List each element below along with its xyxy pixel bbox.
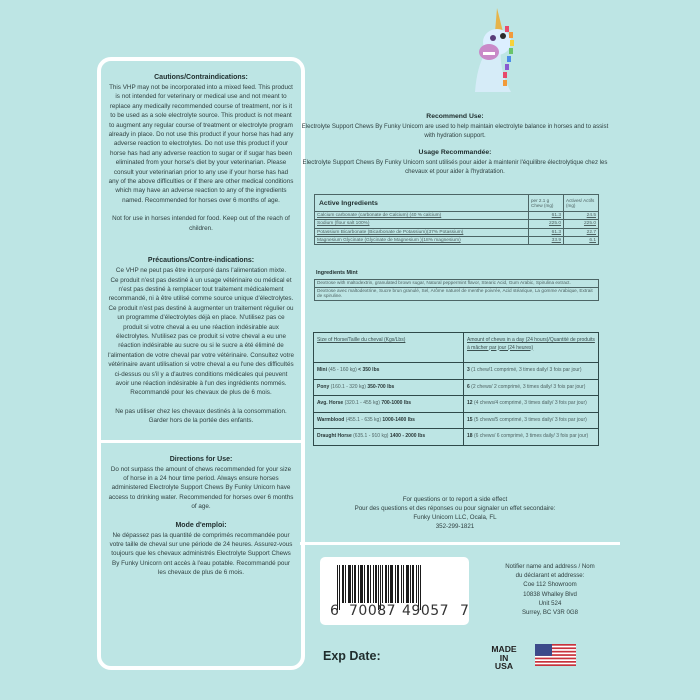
horse-size-kg: (455.1 - 635 kg) — [345, 416, 382, 423]
per-chew-value: 225.0 — [529, 220, 564, 228]
exp-date-label: Exp Date: — [323, 649, 381, 663]
active-ingredients-header: Active Ingredients — [315, 195, 529, 212]
directions-body-en: Do not surpass the amount of chews recommended for your size of horse in a 24 hour time period. Always ensure horses administered Electrolyte Support Chews By Funky Unicorn have access to drinking water. Recommended for horses over 6 months of age. — [108, 465, 294, 511]
per-chew-header: per 2.1 g Chew (mg) — [529, 195, 564, 212]
chew-detail: (5 chews/5 comprimé, 3 times daily/ 3 fois par jour) — [473, 416, 587, 423]
ingredient-name: Magnesium Glycinate (Glycinate de Magnesium )(18% magnesium) — [315, 236, 529, 244]
notifier-line: Unit 524 — [538, 599, 562, 607]
horse-size-lbs: 1400 - 2000 lbs — [389, 433, 426, 439]
ingredients-en: Dextrose with maltodextrin, granulated brown sugar, Natural peppermint flavor, Stearic Acid, Gum Arabic, Spirulina extract. — [315, 280, 599, 288]
table-row — [315, 212, 599, 220]
chew-count: 12 — [467, 400, 473, 406]
horse-size-lbs: < 350 lbs — [358, 367, 380, 373]
barcode-group-right: 49057 — [402, 603, 450, 619]
us-flag-icon — [535, 644, 576, 666]
recommend-heading-en: Recommend Use: — [426, 113, 484, 120]
food-warning-en: Not for use in horses intended for food. Keep out of the reach of children. — [112, 215, 290, 232]
recommend-body-en: Electrolyte Support Chews By Funky Unicorn are used to help maintain electrolyte balance in horses and to assist with hydration support. — [301, 123, 609, 139]
horse-size-name: Warmblood — [317, 416, 345, 423]
amount-column-header: Amount of chews in a day (24 hours)/Quantité de produits à mâcher par jour (24 heures) — [464, 333, 599, 363]
per-chew-value: 61.3 — [529, 212, 564, 220]
chew-detail: (1 chew/1 comprimé, 3 times daily/ 3 fois par jour) — [471, 367, 582, 373]
horse-size-kg: (160.1 - 320 kg) — [330, 383, 366, 390]
unicorn-mascot-icon — [455, 4, 535, 92]
cautions-heading-fr: Précautions/Contre-indications: — [147, 257, 255, 265]
ingredients-mint-table — [314, 279, 599, 301]
panel-divider — [101, 440, 301, 443]
made-in-usa-label — [486, 645, 522, 671]
per-chew-value: 61.3 — [529, 228, 564, 236]
made-line: IN — [499, 652, 509, 663]
horse-size-name: Avg. Horse — [317, 400, 344, 406]
table-row — [315, 220, 599, 228]
active-ingredients-table — [314, 194, 599, 245]
per-chew-value: 33.9 — [529, 236, 564, 244]
contact-section — [300, 495, 610, 531]
size-column-header: Size of Horse/Taille du cheval (Kgs/Lbs) — [314, 333, 464, 363]
ingredients-mint-title: Ingredients Mint — [316, 270, 358, 276]
phone-number: 352-299-1821 — [435, 523, 475, 530]
actives-value: 22.7 — [564, 228, 599, 236]
table-row — [315, 236, 599, 244]
horse-size-lbs: 350-700 lbs — [367, 383, 395, 390]
ingredient-name: Potassium Bicarbonate (Bicarbonate de Potassium)(37% Potassium) — [315, 228, 529, 236]
table-row — [314, 412, 599, 429]
recommend-body-fr: Electrolyte Support Chews By Funky Unicorn sont utilisés pour aider à maintenir l'équilibre électrolytique chez les chevaux et pour aider à l'hydratation. — [302, 159, 608, 175]
table-row — [314, 396, 599, 413]
cautions-heading-en: Cautions/Contraindications: — [154, 74, 248, 81]
chew-detail: (6 chews/ 6 comprimé, 3 times daily/ 3 fois par jour) — [473, 433, 589, 439]
cautions-body-en: This VHP may not be incorporated into a mixed feed. This product is not intended for veterinary or medical use and not meant to replace any medically recommended course of treatment, nor is it to be used as a sole electrolyte source. This product is not meant to augment any regular course of treatment or electrolyte program already in place. Do not use this product if your horse has had any adverse reaction to electrolytes. Do not use this product if your horse has had any adverse reaction to sugar or if sugar has been eliminated from your horse's diet by your veterinarian. Please consult your veterinarian prior to any use if your horse has had any of the above difficulties or if there are other medical conditions which may have an adverse reaction to any of the ingredients named. Recommended for horses over 6 months of age. — [108, 84, 294, 204]
horse-size-kg: (635.1 - 910 kg) — [353, 433, 389, 439]
horse-size-name: Mini — [317, 367, 327, 373]
barcode — [320, 557, 469, 625]
company-name: Funky Unicorn LLC, Ocala, FL — [413, 514, 497, 521]
contact-divider — [300, 542, 620, 545]
table-row — [314, 363, 599, 380]
directions-heading-fr: Mode d'emploi: — [175, 521, 227, 529]
actives-value: 6.1 — [564, 236, 599, 244]
ingredient-name: Sodium (flour salt 100%) — [315, 220, 529, 228]
ingredient-name: Calcium carbonate (carbonate de Calcium) (40 % calcium) — [315, 212, 529, 220]
recommend-section — [300, 112, 610, 184]
food-warning-fr: Ne pas utiliser chez les chevaux destinés à la consommation. Garder hors de la portée des enfants. — [115, 407, 287, 425]
made-line: MADE — [491, 644, 517, 654]
chew-count: 3 — [467, 367, 470, 373]
table-row — [314, 429, 599, 446]
notifier-line: du déclarant et addresse: — [515, 572, 585, 580]
chew-count: 15 — [467, 416, 473, 423]
chew-count: 6 — [467, 383, 470, 390]
cautions-body-fr: Ce produit n'est pas destiné à un usage vétérinaire ou médical et n'est pas destiné à remplacer tout traitement médicalement recommandé, ni à être utilisé comme source unique d'électrolytes. Ce produit n'est pas destiné à augmenter un traitement régulier ou un programme d'électrolytes déjà en place. N'utilisez pas ce produit si votre cheval a eu une réaction indésirable aux électrolytes. N'utilisez pas ce produit si votre cheval a eu une réaction indésirable au sucre ou si le sucre a été éliminé de l'alimentation de votre cheval par votre vétérinaire. Consultez votre vétérinaire avant utilisation si votre cheval a eu l'une des difficultés ci-dessus ou s'il y a d'autres conditions médicales qui peuvent avoir une réaction indésirable à l'un des ingrédients nommés. Recommandé pour les chevaux de plus de 6 mois. — [108, 276, 295, 397]
contact-line-fr: Pour des questions et des réponses ou pour signaler un effet secondaire: — [354, 505, 556, 512]
directions-body-fr: Ne dépassez pas la quantité de comprimés recommandée pour votre taille de cheval sur une période de 24 heures. Assurez-vous toujours que les chevaux administrés Electrolyte Support Chews By Funky Unicorn ont accès à l'eau potable. Recommandé pour les chevaux de plus de 6 mois. — [109, 531, 293, 577]
ingredients-fr: Dextrose avec maltodextrine, Sucre brun granulé, Sel, Arôme naturel de menthe poivrée, Acid stéarique, La gomme Arabique, Extrait de spiruline. — [315, 287, 599, 300]
notifier-address — [480, 562, 620, 617]
notifier-line: Surrey, BC V3R 0G8 — [521, 609, 579, 617]
horse-size-kg: (320.1 - 455 kg) — [344, 400, 380, 406]
horse-size-kg: (45 - 160 kg) — [328, 367, 357, 373]
notifier-line: Coe 112 Showroom — [523, 581, 577, 589]
notifier-line: 10838 Whalley Blvd — [523, 590, 577, 598]
recommend-heading-fr: Usage Recommandée: — [418, 149, 492, 156]
actives-value: 225.0 — [564, 220, 599, 228]
contact-line-en: For questions or to report a side effect — [402, 496, 508, 503]
cautions-intro-fr: Ce VHP ne peut pas être incorporé dans l'alimentation mixte. — [115, 267, 287, 275]
actives-header: Actives/ Actifs (mg) — [564, 195, 599, 212]
cautions-panel — [97, 57, 305, 670]
table-row — [315, 228, 599, 236]
notifier-line: Notifier name and address / Nom — [505, 563, 595, 570]
made-line: USA — [494, 661, 514, 672]
barcode-bars-icon — [337, 565, 455, 608]
chew-detail: (2 chews/ 2 comprimé, 3 times daily/ 3 fois par jour) — [471, 383, 586, 390]
horse-size-name: Pony — [317, 383, 330, 390]
barcode-group-left: 70087 — [349, 603, 397, 619]
barcode-digit-first: 6 — [330, 603, 340, 619]
directions-heading-en: Directions for Use: — [169, 455, 233, 463]
chew-count: 18 — [467, 433, 473, 439]
chew-detail: (4 chews/4 comprimé, 3 times daily/ 3 fois par jour) — [473, 400, 587, 406]
barcode-digit-last: 7 — [460, 603, 470, 619]
dosage-table — [313, 332, 599, 446]
horse-size-lbs: 1000-1400 lbs — [382, 416, 415, 423]
table-row — [314, 379, 599, 396]
horse-size-name: Draught Horse — [317, 433, 352, 439]
actives-value: 24.5 — [564, 212, 599, 220]
horse-size-lbs: 700-1000 lbs — [381, 400, 412, 406]
